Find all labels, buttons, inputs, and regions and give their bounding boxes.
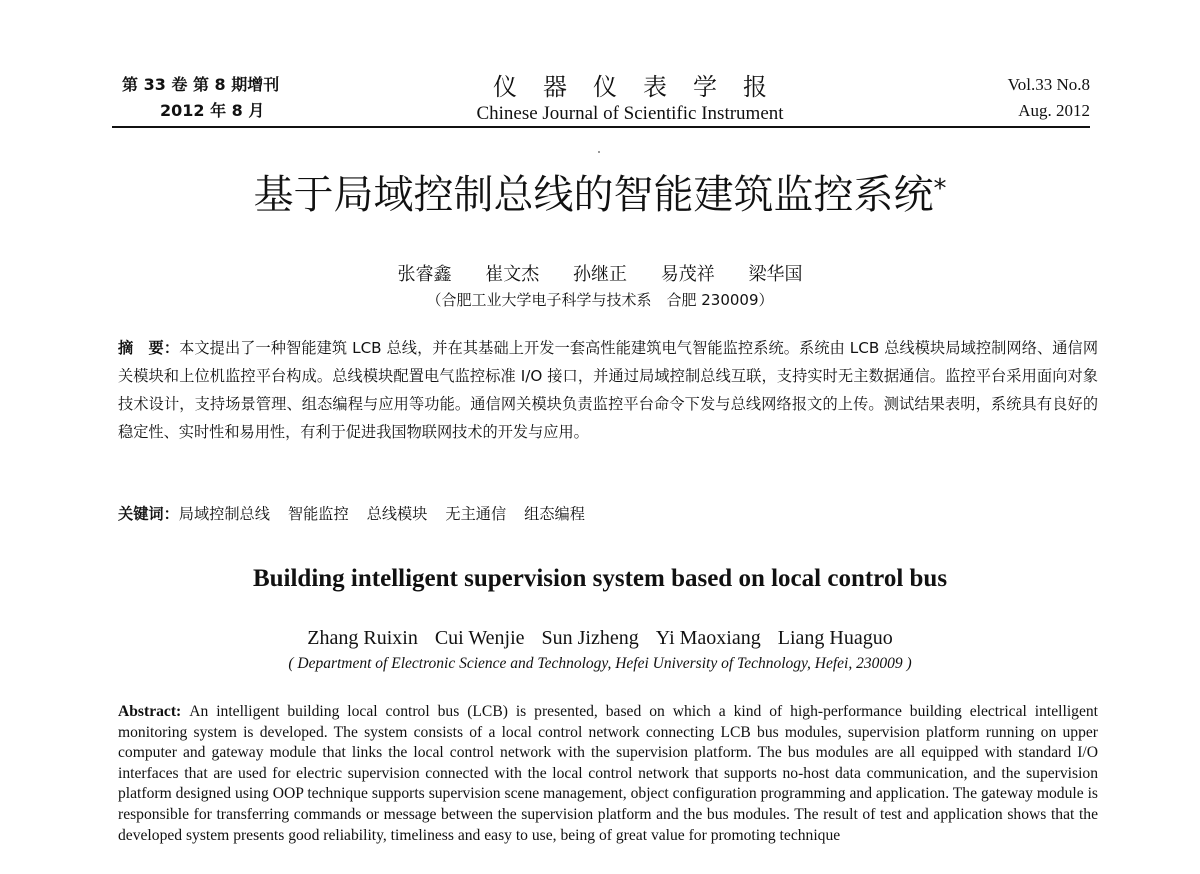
keyword-cn: 无主通信 <box>445 505 507 523</box>
author-list-en <box>100 625 1100 651</box>
journal-name-en: Chinese Journal of Scientific Instrument <box>476 103 784 124</box>
author-en: Cui Wenjie <box>434 627 525 649</box>
author-cn: 易茂祥 <box>660 264 715 285</box>
abstract-cn <box>118 334 1098 446</box>
keywords-cn <box>118 500 1098 528</box>
header-divider <box>112 126 1090 128</box>
author-en: Zhang Ruixin <box>307 627 418 649</box>
abstract-en-text: An intelligent building local control bus (LCB) is presented, based on which a kind of high-performance building electrical intelligent monitoring system is developed. The system consists of a local control network connecting LCB bus modules, supervision platform running on upper computer and gateway module that links the local control network with the supervision platform. The bus modules are all equipped with standard I/O interfaces that are used for electric supervision connected with the local control network that supports no-host data communication, and the supervision platform designed using OOP technique supports supervision scene management, object configuration programming and application. The gateway module is responsible for transferring commands or message between the supervision platform and the bus modules. The result of test and application shows that the developed system presents good reliability, timeliness and easy to use, being of great value for promoting technique <box>118 703 1098 844</box>
scan-speck <box>598 151 600 153</box>
author-cn: 孙继正 <box>573 264 627 285</box>
abstract-cn-text: 本文提出了一种智能建筑 LCB 总线，并在其基础上开发一套高性能建筑电气智能监控系统。系统由 LCB 总线模块局域控制网络、通信网关模块和上位机监控平台构成。总线模块配置电气监控标准 I/O 接口，并通过局域控制总线互联，支持实时无主数据通信。监控平台采用面向对象技术设计，支持场景管理、组态编程与应用等功能。通信网关模块负责监控平台命令下发与总线网络报文的上传。测试结果表明，系统具有良好的稳定性、实时性和易用性，有利于促进我国物联网技术的开发与应用。 <box>118 339 1099 441</box>
abstract-en-label: Abstract: <box>118 703 182 720</box>
author-en: Sun Jizheng <box>541 627 639 649</box>
paper-title-cn <box>100 168 1100 222</box>
author-cn: 张睿鑫 <box>397 264 452 285</box>
journal-name <box>440 72 820 126</box>
author-list-cn <box>100 262 1100 288</box>
abstract-cn-label: 摘 要： <box>118 339 180 357</box>
volume-issue-en: Vol.33 No.8 <box>1007 75 1090 94</box>
author-cn: 崔文杰 <box>485 264 540 285</box>
abstract-en <box>118 702 1098 846</box>
keyword-cn: 组态编程 <box>524 505 585 523</box>
author-cn: 梁华国 <box>748 264 803 285</box>
journal-volume-info <box>122 72 342 124</box>
keyword-cn: 总线模块 <box>366 505 428 523</box>
issue-date-en: Aug. 2012 <box>1018 101 1090 120</box>
issue-date: 2012 年 8 月 <box>160 101 265 120</box>
paper-title-cn-text: 基于局域控制总线的智能建筑监控系统 <box>253 172 934 218</box>
keywords-cn-label: 关键词： <box>118 505 179 523</box>
affiliation-cn: （合肥工业大学电子科学与技术系 合肥 230009） <box>426 291 774 309</box>
affiliation-en: ( Department of Electronic Science and Technology, Hefei University of Technology, Hefei, 230009 ) <box>288 655 912 672</box>
paper-title-en: Building intelligent supervision system based on local control bus <box>252 565 948 592</box>
journal-volume-info-en <box>930 72 1090 124</box>
keyword-cn: 智能监控 <box>287 505 349 523</box>
title-footnote-mark: * <box>933 174 947 204</box>
author-en: Yi Maoxiang <box>655 627 761 649</box>
author-en: Liang Huaguo <box>777 627 893 649</box>
volume-issue: 第 33 卷 第 8 期增刊 <box>122 75 280 94</box>
keyword-cn: 局域控制总线 <box>178 505 270 523</box>
journal-name-cn: 仪器仪表学报 <box>493 73 793 101</box>
